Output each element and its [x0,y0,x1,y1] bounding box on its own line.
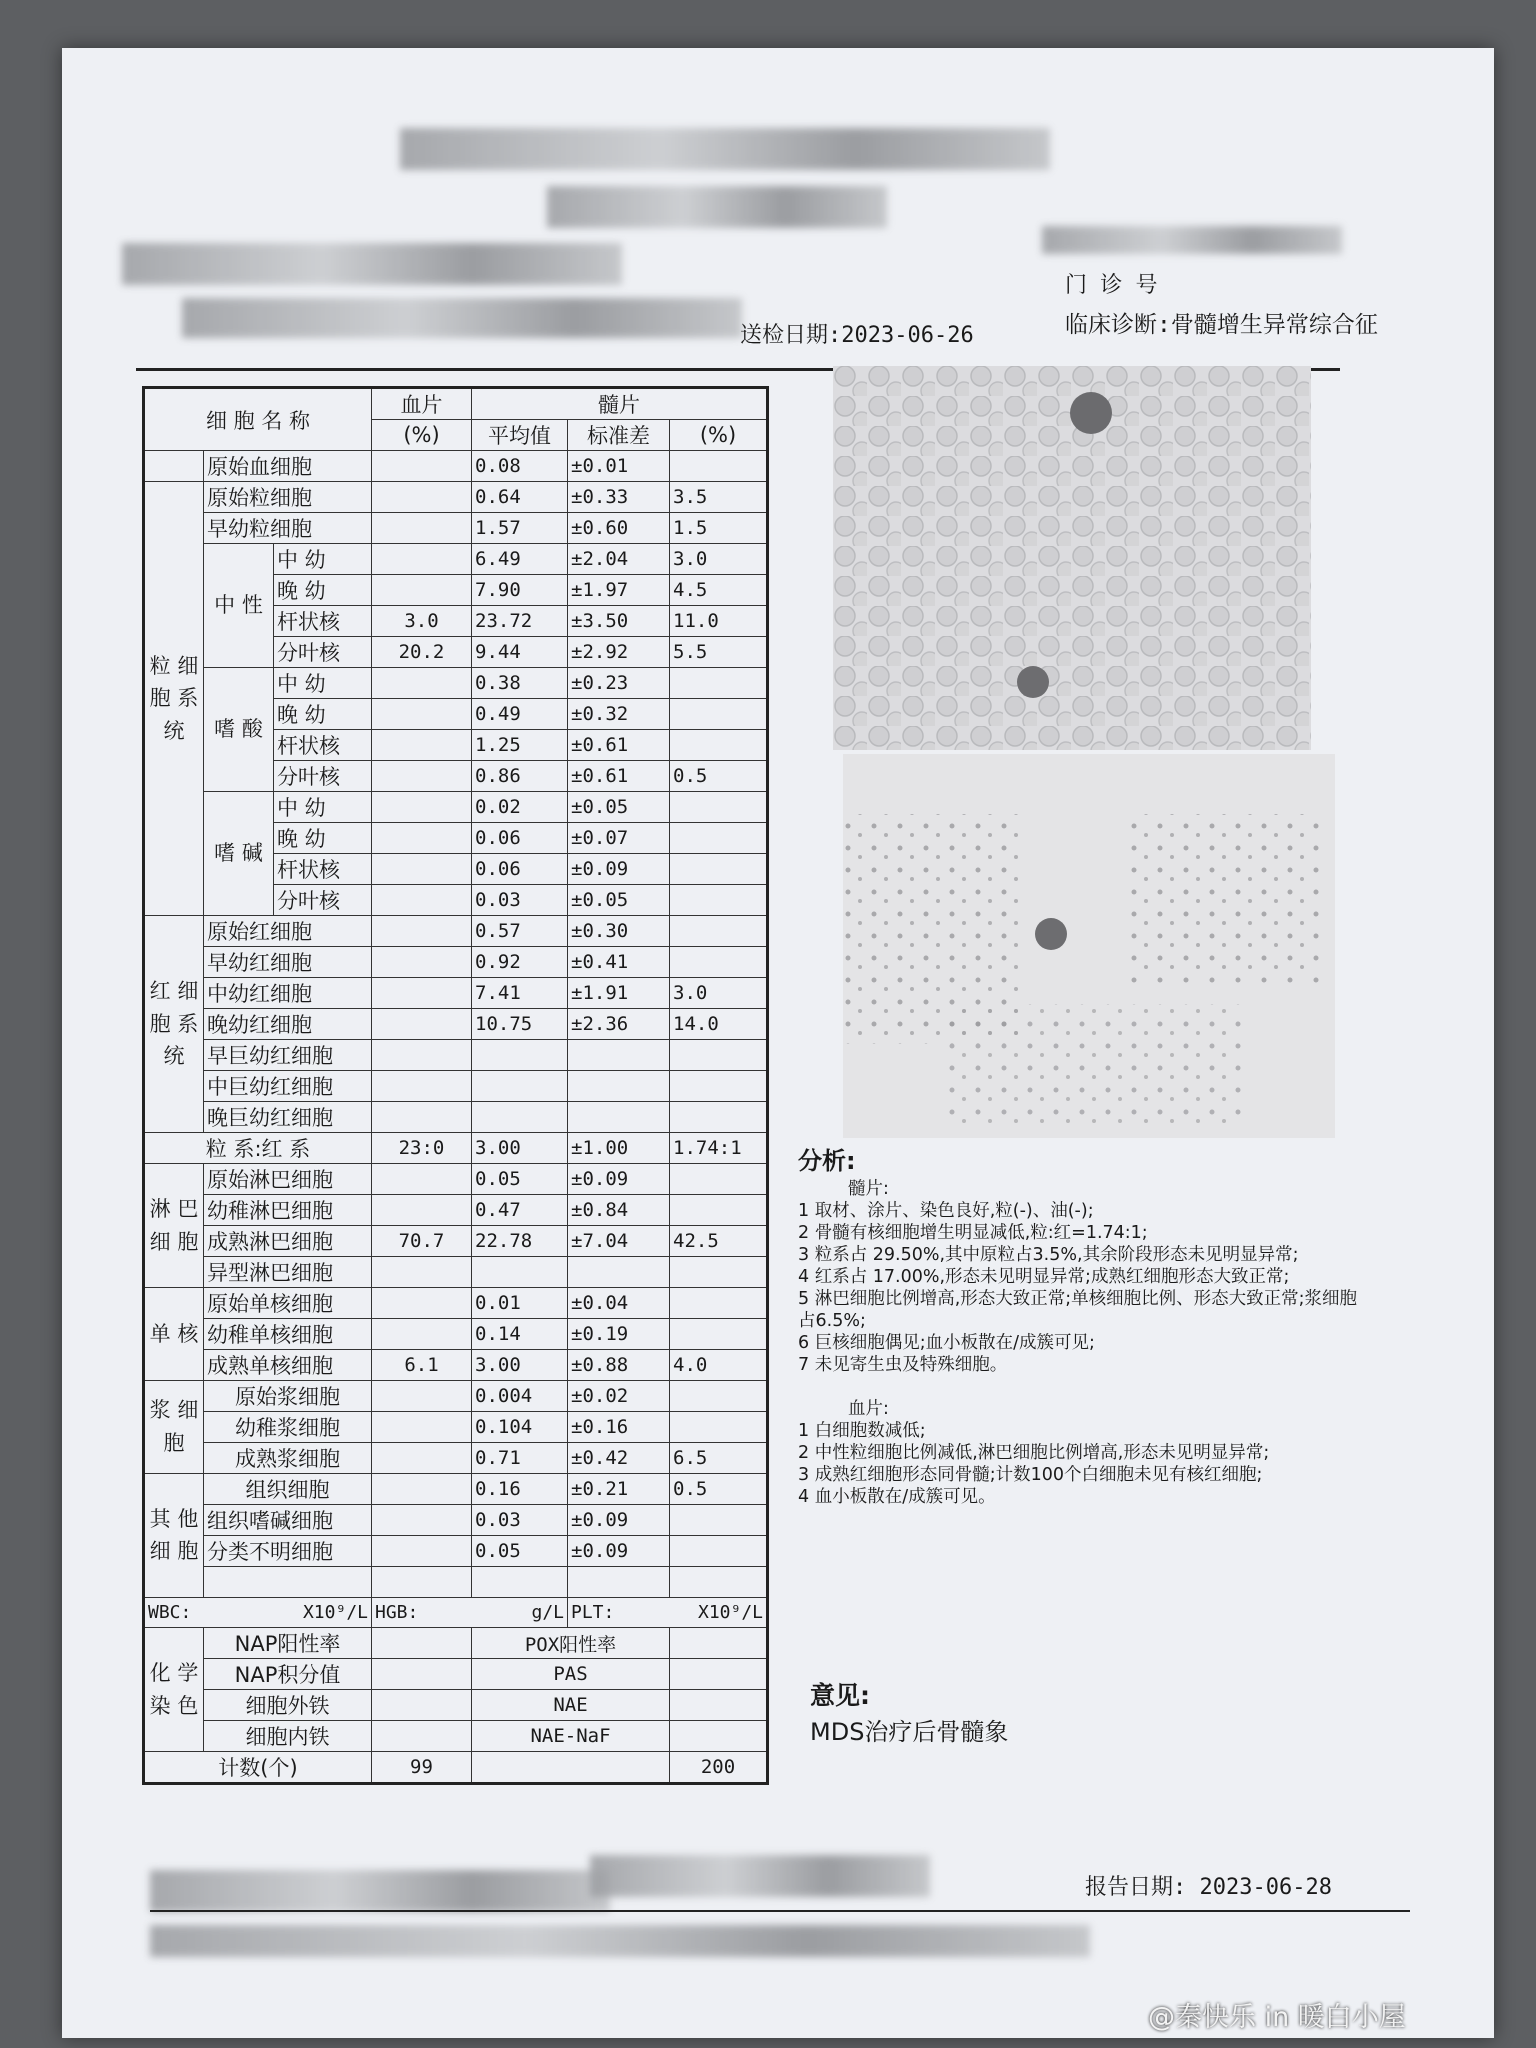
row-name: 晚巨幼红细胞 [204,1102,372,1133]
row-name: 组织嗜碱细胞 [204,1505,372,1536]
row-sd: ±1.91 [568,978,670,1009]
row-pct [670,730,768,761]
row-pct [670,792,768,823]
group-plasma: 浆 细 胞 [144,1381,204,1474]
row-mean: 3.00 [472,1350,568,1381]
plt-label: PLT: [571,1601,615,1623]
row-pct [670,1164,768,1195]
header-blood: 血片 [372,388,472,420]
row-mean: 0.49 [472,699,568,730]
row-pct: 4.5 [670,575,768,606]
row-blood [372,823,472,854]
row-name: 分叶核 [274,761,372,792]
nap-rate-label: NAP阳性率 [204,1628,372,1659]
row-name: 成熟淋巴细胞 [204,1226,372,1257]
wbc-cell [144,1597,372,1628]
row-mean: 0.05 [472,1536,568,1567]
row-name: 分叶核 [274,885,372,916]
row-pct: 3.0 [670,544,768,575]
marrow-finding: 7 未见寄生虫及特殊细胞。 [798,1355,1008,1375]
marrow-finding: 3 粒系占 29.50%,其中原粒占3.5%,其余阶段形态未见明显异常; [798,1245,1299,1265]
row-pct: 0.5 [670,1474,768,1505]
row-sd [568,1071,670,1102]
row-blood [372,1102,472,1133]
row-mean: 7.90 [472,575,568,606]
row-sd: ±0.09 [568,1505,670,1536]
row-name: 原始红细胞 [204,916,372,947]
row-name: 幼稚淋巴细胞 [204,1195,372,1226]
row-blood [372,1443,472,1474]
header-marrow: 髓片 [472,388,768,420]
row-blood: 70.7 [372,1226,472,1257]
row-mean [472,1040,568,1071]
cell-count-table [142,386,769,1785]
row-pct: 1.5 [670,513,768,544]
row-pct [670,1257,768,1288]
row-pct [670,1412,768,1443]
row-blood [372,761,472,792]
header-marrow-pct: (%) [670,420,768,451]
blood-finding: 1 白细胞数减低; [798,1421,926,1441]
row-pct [670,1102,768,1133]
micrograph-top [833,366,1311,750]
row-name: 成熟单核细胞 [204,1350,372,1381]
row-mean: 0.57 [472,916,568,947]
row-name: 原始粒细胞 [204,482,372,513]
row-name: 粒 系:红 系 [144,1133,372,1164]
header-blood-pct: (%) [372,420,472,451]
row-blood [372,1288,472,1319]
marrow-finding: 2 骨髓有核细胞增生明显减低,粒:红=1.74:1; [798,1223,1148,1243]
row-sd: ±0.61 [568,730,670,761]
row-mean: 0.004 [472,1381,568,1412]
row-mean: 0.86 [472,761,568,792]
header-mean: 平均值 [472,420,568,451]
row-blood [372,1257,472,1288]
marrow-finding: 4 红系占 17.00%,形态未见明显异常;成熟红细胞形态大致正常; [798,1267,1290,1287]
row-blood [372,1319,472,1350]
row-pct [670,1288,768,1319]
opinion-title: 意见: [810,1681,870,1710]
row-mean: 0.03 [472,1505,568,1536]
row-name: 中 幼 [274,792,372,823]
row-mean: 0.06 [472,854,568,885]
row-sd: ±0.61 [568,761,670,792]
hgb-cell [372,1597,568,1628]
row-blood [372,1009,472,1040]
row-mean: 23.72 [472,606,568,637]
nae-naf-label: NAE-NaF [472,1721,670,1752]
redacted-signatures-2 [590,1855,930,1897]
row-name: 原始淋巴细胞 [204,1164,372,1195]
row-sd: ±0.01 [568,451,670,482]
subgroup-basophil: 嗜 碱 [204,792,274,916]
row-pct [670,885,768,916]
row-sd [568,1257,670,1288]
row-mean: 0.02 [472,792,568,823]
row-mean: 22.78 [472,1226,568,1257]
row-blood [372,1412,472,1443]
row-name: 幼稚单核细胞 [204,1319,372,1350]
row-sd: ±0.42 [568,1443,670,1474]
row-pct: 42.5 [670,1226,768,1257]
row-sd: ±0.05 [568,792,670,823]
row-name: 晚幼红细胞 [204,1009,372,1040]
row-name: 早幼粒细胞 [204,513,372,544]
micrograph-bottom [843,754,1335,1138]
watermark: @秦快乐 in 暖白小屋 [1148,2002,1406,2033]
row-name: 原始浆细胞 [204,1381,372,1412]
group-lymphocyte: 淋 巴 细 胞 [144,1164,204,1288]
row-blood [372,482,472,513]
subgroup-neutrophil: 中 性 [204,544,274,668]
row-pct [670,699,768,730]
row-sd: ±0.33 [568,482,670,513]
row-pct [670,451,768,482]
row-sd: ±0.05 [568,885,670,916]
ext-iron-label: 细胞外铁 [204,1690,372,1721]
row-mean [472,1102,568,1133]
row-name: 杆状核 [274,606,372,637]
row-pct [670,1319,768,1350]
count-blood: 99 [372,1752,472,1784]
row-mean: 0.05 [472,1164,568,1195]
row-sd: ±0.23 [568,668,670,699]
row-mean: 0.38 [472,668,568,699]
pox-rate-label: POX阳性率 [472,1628,670,1659]
group-monocyte: 单 核 [144,1288,204,1381]
row-blood [372,1505,472,1536]
row-mean: 0.71 [472,1443,568,1474]
row-mean: 3.00 [472,1133,568,1164]
footer-divider [150,1910,1410,1912]
row-mean: 0.01 [472,1288,568,1319]
row-sd: ±0.02 [568,1381,670,1412]
row-mean [472,1257,568,1288]
row-pct: 3.5 [670,482,768,513]
row-pct [670,1071,768,1102]
row-blood [372,916,472,947]
row-mean: 6.49 [472,544,568,575]
row-name: 早巨幼红细胞 [204,1040,372,1071]
row-blood [372,730,472,761]
group-chemical-stain: 化 学 染 色 [144,1628,204,1752]
row-blood [372,699,472,730]
blood-finding: 4 血小板散在/成簇可见。 [798,1487,996,1507]
row-blood [372,544,472,575]
hgb-label: HGB: [375,1601,419,1623]
row-pct [670,668,768,699]
row-sd: ±0.32 [568,699,670,730]
row-mean: 0.06 [472,823,568,854]
row-sd: ±0.04 [568,1288,670,1319]
row-mean: 1.25 [472,730,568,761]
row-mean: 9.44 [472,637,568,668]
row-mean: 0.16 [472,1474,568,1505]
row-pct [670,1536,768,1567]
redacted-signatures [150,1870,610,1912]
row-name: 中 幼 [274,544,372,575]
marrow-finding: 1 取材、涂片、染色良好,粒(-)、油(-); [798,1201,1094,1221]
marrow-finding: 6 巨核细胞偶见;血小板散在/成簇可见; [798,1333,1095,1353]
row-sd: ±0.07 [568,823,670,854]
redacted-report-title [547,186,887,228]
subgroup-eosinophil: 嗜 酸 [204,668,274,792]
row-blood [372,1536,472,1567]
row-name: 分叶核 [274,637,372,668]
row-name: 组织细胞 [204,1474,372,1505]
row-sd: ±1.00 [568,1133,670,1164]
row-pct [670,947,768,978]
blood-finding: 2 中性粒细胞比例减低,淋巴细胞比例增高,形态未见明显异常; [798,1443,1270,1463]
row-mean [472,1071,568,1102]
blood-subtitle: 血片: [848,1399,889,1419]
row-blood: 20.2 [372,637,472,668]
marrow-finding: 5 淋巴细胞比例增高,形态大致正常;单核细胞比例、形态大致正常;浆细胞占6.5%; [798,1289,1358,1331]
nap-score-label: NAP积分值 [204,1659,372,1690]
row-sd: ±3.50 [568,606,670,637]
opinion-text: MDS治疗后骨髓象 [810,1718,1009,1746]
redacted-header-right [1042,226,1342,254]
row-blood [372,451,472,482]
row-pct [670,1381,768,1412]
row-name: 幼稚浆细胞 [204,1412,372,1443]
row-blood [372,978,472,1009]
row-sd: ±2.92 [568,637,670,668]
row-name: 晚 幼 [274,575,372,606]
row-sd: ±0.09 [568,1536,670,1567]
row-blood [372,1071,472,1102]
row-blood: 6.1 [372,1350,472,1381]
row-pct [670,1040,768,1071]
row-mean: 10.75 [472,1009,568,1040]
count-marrow: 200 [670,1752,768,1784]
row-blood: 23:0 [372,1133,472,1164]
row-pct [670,823,768,854]
row-sd: ±0.09 [568,1164,670,1195]
row-name: 早幼红细胞 [204,947,372,978]
row-sd: ±0.60 [568,513,670,544]
row-sd: ±0.16 [568,1412,670,1443]
row-name: 晚 幼 [274,823,372,854]
row-blood [372,1381,472,1412]
row-pct: 4.0 [670,1350,768,1381]
row-blood [372,1195,472,1226]
row-name: 杆状核 [274,854,372,885]
row-name: 原始单核细胞 [204,1288,372,1319]
plt-cell [568,1597,768,1628]
row-pct: 1.74:1 [670,1133,768,1164]
row-blood [372,668,472,699]
row-name: 分类不明细胞 [204,1536,372,1567]
row-pct [670,1195,768,1226]
count-label: 计数(个) [144,1752,372,1784]
row-blood [372,575,472,606]
header-sd: 标准差 [568,420,670,451]
row-name: 晚 幼 [274,699,372,730]
row-pct [670,1505,768,1536]
outpatient-label: 门 诊 号 [1065,273,1158,298]
wbc-unit: X10⁹/L [302,1601,368,1623]
row-blood [372,792,472,823]
redacted-patient-info [122,243,622,285]
row-sd: ±0.09 [568,854,670,885]
row-name: 原始血细胞 [204,451,372,482]
redacted-patient-info-2 [182,298,742,338]
nae-label: NAE [472,1690,670,1721]
row-mean: 0.92 [472,947,568,978]
row-blood [372,1474,472,1505]
row-mean: 0.08 [472,451,568,482]
row-sd: ±0.19 [568,1319,670,1350]
row-name: 中幼红细胞 [204,978,372,1009]
row-mean: 0.47 [472,1195,568,1226]
row-pct: 0.5 [670,761,768,792]
row-name: 中巨幼红细胞 [204,1071,372,1102]
header-cell-name: 细 胞 名 称 [144,388,372,451]
hgb-unit: g/L [531,1601,564,1623]
row-blood [372,1164,472,1195]
row-sd: ±0.21 [568,1474,670,1505]
redacted-footer [150,1925,1090,1957]
row-sd: ±0.30 [568,916,670,947]
row-pct: 5.5 [670,637,768,668]
row-blood: 3.0 [372,606,472,637]
row-sd: ±7.04 [568,1226,670,1257]
analysis-section [798,1147,1373,1508]
row-sd [568,1040,670,1071]
row-name: 中 幼 [274,668,372,699]
row-sd [568,1102,670,1133]
int-iron-label: 细胞内铁 [204,1721,372,1752]
row-mean: 0.03 [472,885,568,916]
row-mean: 0.14 [472,1319,568,1350]
row-pct: 6.5 [670,1443,768,1474]
row-pct [670,854,768,885]
row-pct: 14.0 [670,1009,768,1040]
group-other: 其 他 细 胞 [144,1474,204,1598]
row-mean: 1.57 [472,513,568,544]
group-erythroid: 红 细 胞 系 统 [144,916,204,1133]
row-pct [670,916,768,947]
wbc-label: WBC: [148,1601,192,1623]
row-mean: 0.64 [472,482,568,513]
row-mean: 7.41 [472,978,568,1009]
send-date: 送检日期:2023-06-26 [740,323,974,348]
redacted-hospital-name [400,128,1050,170]
row-sd: ±2.04 [568,544,670,575]
pas-label: PAS [472,1659,670,1690]
row-pct: 3.0 [670,978,768,1009]
row-blood [372,947,472,978]
row-sd: ±2.36 [568,1009,670,1040]
row-sd: ±0.41 [568,947,670,978]
analysis-title: 分析: [798,1147,856,1175]
report-date: 报告日期: 2023-06-28 [1085,1875,1332,1900]
clinical-diagnosis: 临床诊断:骨髓增生异常综合征 [1065,312,1378,338]
group-granulocyte: 粒 细 胞 系 统 [144,482,204,916]
row-name: 成熟浆细胞 [204,1443,372,1474]
row-sd: ±1.97 [568,575,670,606]
row-blood [372,513,472,544]
row-mean: 0.104 [472,1412,568,1443]
row-sd: ±0.88 [568,1350,670,1381]
marrow-subtitle: 髓片: [848,1179,889,1199]
blood-finding: 3 成熟红细胞形态同骨髓;计数100个白细胞未见有核红细胞; [798,1465,1263,1485]
row-blood [372,885,472,916]
plt-unit: X10⁹/L [698,1601,764,1623]
row-blood [372,854,472,885]
row-name: 异型淋巴细胞 [204,1257,372,1288]
row-sd: ±0.84 [568,1195,670,1226]
row-blood [372,1040,472,1071]
row-name: 杆状核 [274,730,372,761]
row-pct: 11.0 [670,606,768,637]
